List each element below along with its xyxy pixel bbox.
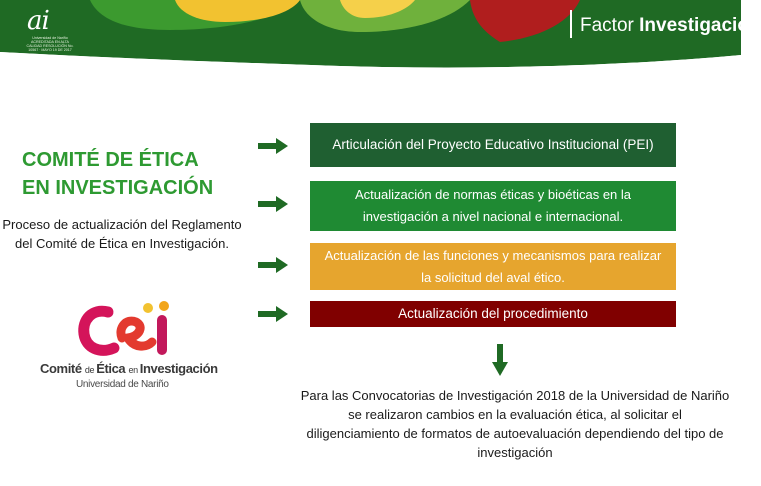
- committee-heading: [22, 146, 262, 202]
- convocatoria-note: Para las Convocatorias de Investigación 2018 de la Universidad de Nariño se realizaron cambios en la evaluación ética, al solicitar el diligenciamiento de formatos de autoevaluación dependiendo del tipo de investigación: [300, 388, 730, 460]
- cei-logo: [40, 298, 220, 398]
- heading-line-1: COMITÉ DE ÉTICA: [22, 149, 199, 171]
- logo-accreditation: Universidad de Nariño ACREDITADA EN ALTA CALIDAD RESOLUCIÓN No. 10567 · MAYO 19 DE 2017: [26, 36, 74, 52]
- title-separator: [570, 10, 572, 38]
- process-box-procedure: Actualización del procedimiento: [310, 301, 676, 327]
- cei-logo-university: Universidad de Nariño: [76, 379, 169, 390]
- arrow-right-icon: [258, 196, 288, 212]
- arrow-right-icon: [258, 138, 288, 154]
- arrow-right-icon: [258, 306, 288, 322]
- logo-ai-text: ai: [27, 6, 49, 36]
- page-title: [580, 15, 761, 37]
- university-logo: [0, 4, 80, 50]
- heading-line-2: EN INVESTIGACIÓN: [22, 177, 214, 199]
- process-box-norms: Actualización de normas éticas y bioéticas en la investigación a nivel nacional e internacional.: [310, 181, 676, 231]
- arrow-right-icon: [258, 257, 288, 273]
- cei-logo-mark: [78, 298, 178, 360]
- title-light: Factor: [580, 15, 640, 36]
- process-box-pei: Articulación del Proyecto Educativo Institucional (PEI): [310, 123, 676, 167]
- process-box-functions: Actualización de las funciones y mecanismos para realizar la solicitud del aval ético.: [310, 243, 676, 290]
- arrow-down-icon: [492, 344, 508, 376]
- cei-logo-name: Comité de Ética en Investigación: [40, 361, 218, 376]
- committee-description: Proceso de actualización del Reglamento del Comité de Ética en Investigación.: [2, 217, 242, 251]
- title-bold: Investigación: [639, 15, 761, 36]
